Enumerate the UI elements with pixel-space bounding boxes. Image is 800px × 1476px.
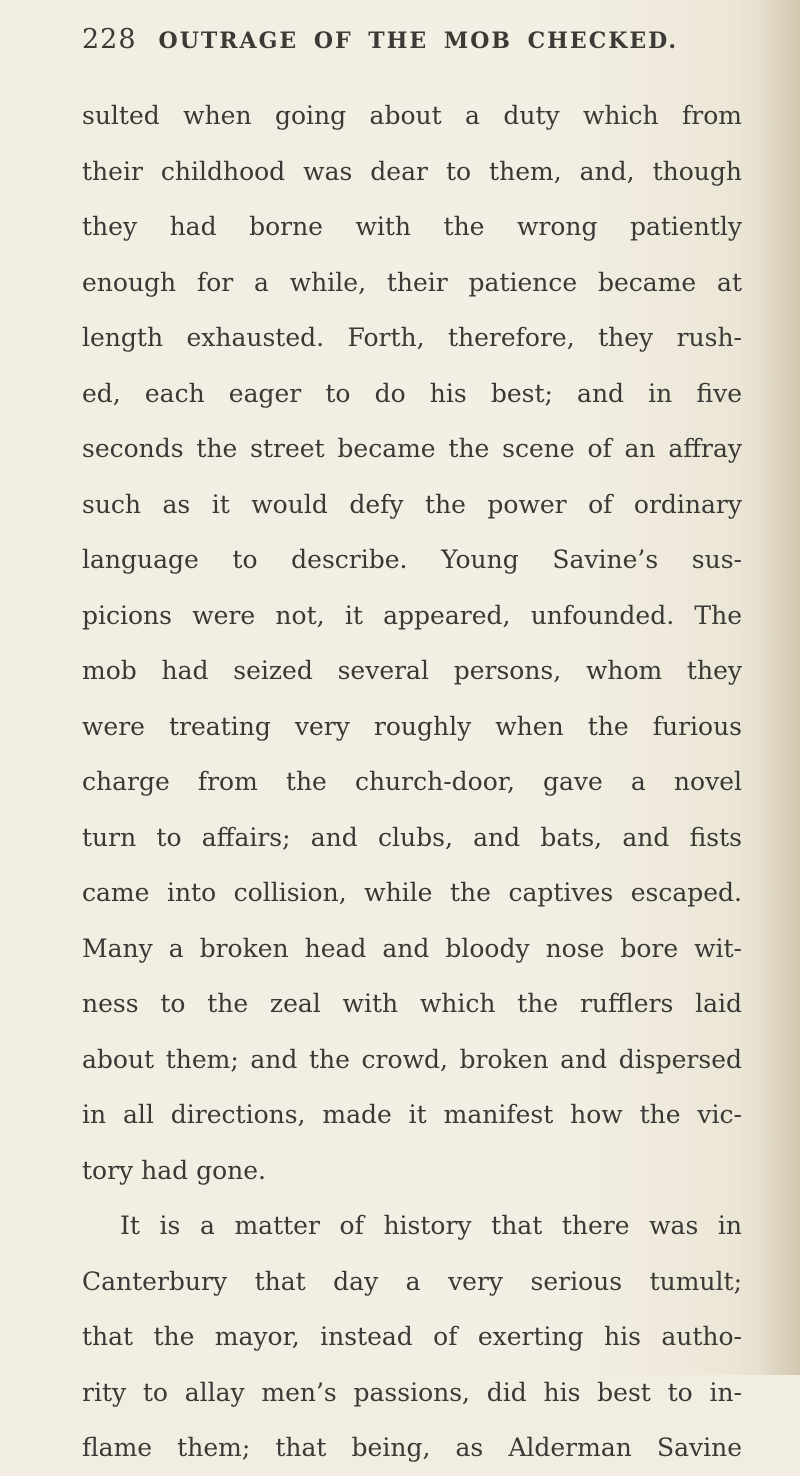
text-line: ed, each eager to do his best; and in five [82,378,742,408]
text-line: rity to allay men’s passions, did his best to in- [82,1377,742,1407]
page-number: 228 [82,24,137,55]
text-line: flame them; that being, as Alderman Savine [82,1433,742,1462]
text-line: enough for a while, their patience became at [82,267,742,297]
page-edge-shadow [760,0,800,1375]
text-line: language to describe. Young Savine’s sus- [82,545,742,574]
text-line: Canterbury that day a very serious tumult; [82,1266,742,1296]
text-line: came into collision, while the captives escaped. [82,878,742,907]
text-line: tory had gone. [82,1155,266,1185]
text-line: their childhood was dear to them, and, though [82,156,742,186]
text-line: seconds the street became the scene of an affray [82,434,742,463]
paragraph-1 [82,88,742,1198]
text-line: in all directions, made it manifest how the vic- [82,1100,742,1129]
body-text [82,88,742,1476]
text-line: charge from the church-door, gave a novel [82,767,742,796]
text-line: ness to the zeal with which the rufflers laid [82,989,742,1018]
text-line: turn to affairs; and clubs, and bats, and fists [82,822,742,852]
text-line: they had borne with the wrong patiently [82,212,742,241]
text-line: such as it would defy the power of ordinary [82,489,742,519]
text-line: sulted when going about a duty which from [82,101,742,130]
running-head [82,24,702,74]
text-line: were treating very roughly when the furious [82,711,742,741]
text-line: length exhausted. Forth, therefore, they rush- [82,323,742,352]
text-line: about them; and the crowd, broken and dispersed [82,1044,742,1074]
text-line: Many a broken head and bloody nose bore wit- [82,933,742,963]
running-title: OUTRAGE OF THE MOB CHECKED. [158,28,679,54]
text-line: mob had seized several persons, whom they [82,656,742,685]
paragraph-2 [82,1198,742,1476]
text-line: that the mayor, instead of exerting his autho- [82,1322,742,1351]
text-line: picions were not, it appeared, unfounded. The [82,600,742,630]
text-line: It is a matter of history that there was in [120,1211,742,1240]
